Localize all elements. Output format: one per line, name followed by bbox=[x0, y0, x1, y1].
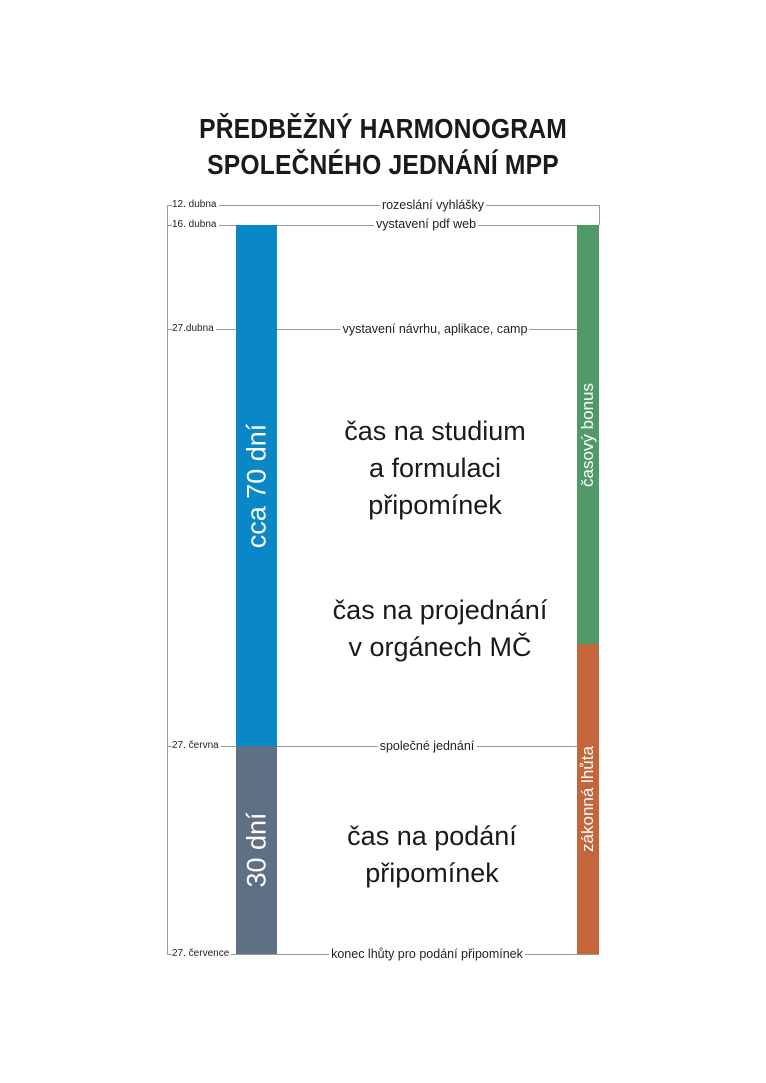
phase-discussion-line-2: v orgánech MČ bbox=[348, 632, 532, 662]
phase-submission-line-1: čas na podání bbox=[347, 821, 517, 851]
date-label-27-dubna: 27.dubna bbox=[172, 323, 214, 334]
page-title-line-1: PŘEDBĚŽNÝ HARMONOGRAM bbox=[199, 113, 567, 144]
phase-study-line-3: připomínek bbox=[368, 490, 502, 520]
page-title-line-2: SPOLEČNÉHO JEDNÁNÍ MPP bbox=[207, 149, 559, 180]
event-label-konec-lhuty: konec lhůty pro podání připomínek bbox=[331, 947, 523, 961]
date-label-12-dubna: 12. dubna bbox=[172, 199, 217, 210]
bar-casovy-bonus bbox=[577, 225, 599, 644]
bar-label-casovy-bonus: časový bonus bbox=[578, 382, 597, 487]
event-label-vystaveni-pdf-web: vystavení pdf web bbox=[375, 217, 477, 231]
event-label-vystaveni-navrhu: vystavení návrhu, aplikace, camp bbox=[342, 322, 528, 336]
timeline-left-axis bbox=[167, 205, 168, 955]
phase-submission-text bbox=[347, 818, 517, 892]
event-label-spolecne-jednani: společné jednání bbox=[379, 739, 475, 753]
timeline-top-right-edge bbox=[599, 205, 600, 225]
event-label-rozeslani-vyhlasky: rozeslání vyhlášky bbox=[381, 198, 485, 212]
phase-discussion-text bbox=[333, 592, 548, 666]
phase-study-line-2: a formulaci bbox=[368, 453, 502, 483]
phase-submission-line-2: připomínek bbox=[365, 858, 499, 888]
phase-study-line-1: čas na studium bbox=[344, 416, 526, 446]
bar-cca-70-dni bbox=[236, 225, 277, 746]
milestone-line-27-cervna bbox=[167, 746, 577, 747]
phase-study-text bbox=[344, 413, 526, 524]
bar-label-zakonna-lhuta: zákonná lhůta bbox=[578, 746, 597, 852]
date-label-27-cervence: 27. července bbox=[172, 948, 230, 959]
date-label-16-dubna: 16. dubna bbox=[172, 219, 217, 230]
bar-30-dni bbox=[236, 746, 277, 954]
date-label-27-cervna: 27. června bbox=[172, 740, 219, 751]
phase-discussion-line-1: čas na projednání bbox=[332, 595, 548, 625]
bar-label-30-dni: 30 dní bbox=[241, 812, 271, 888]
bar-zakonna-lhuta bbox=[577, 644, 599, 954]
bar-label-cca-70-dni: cca 70 dní bbox=[241, 423, 271, 548]
